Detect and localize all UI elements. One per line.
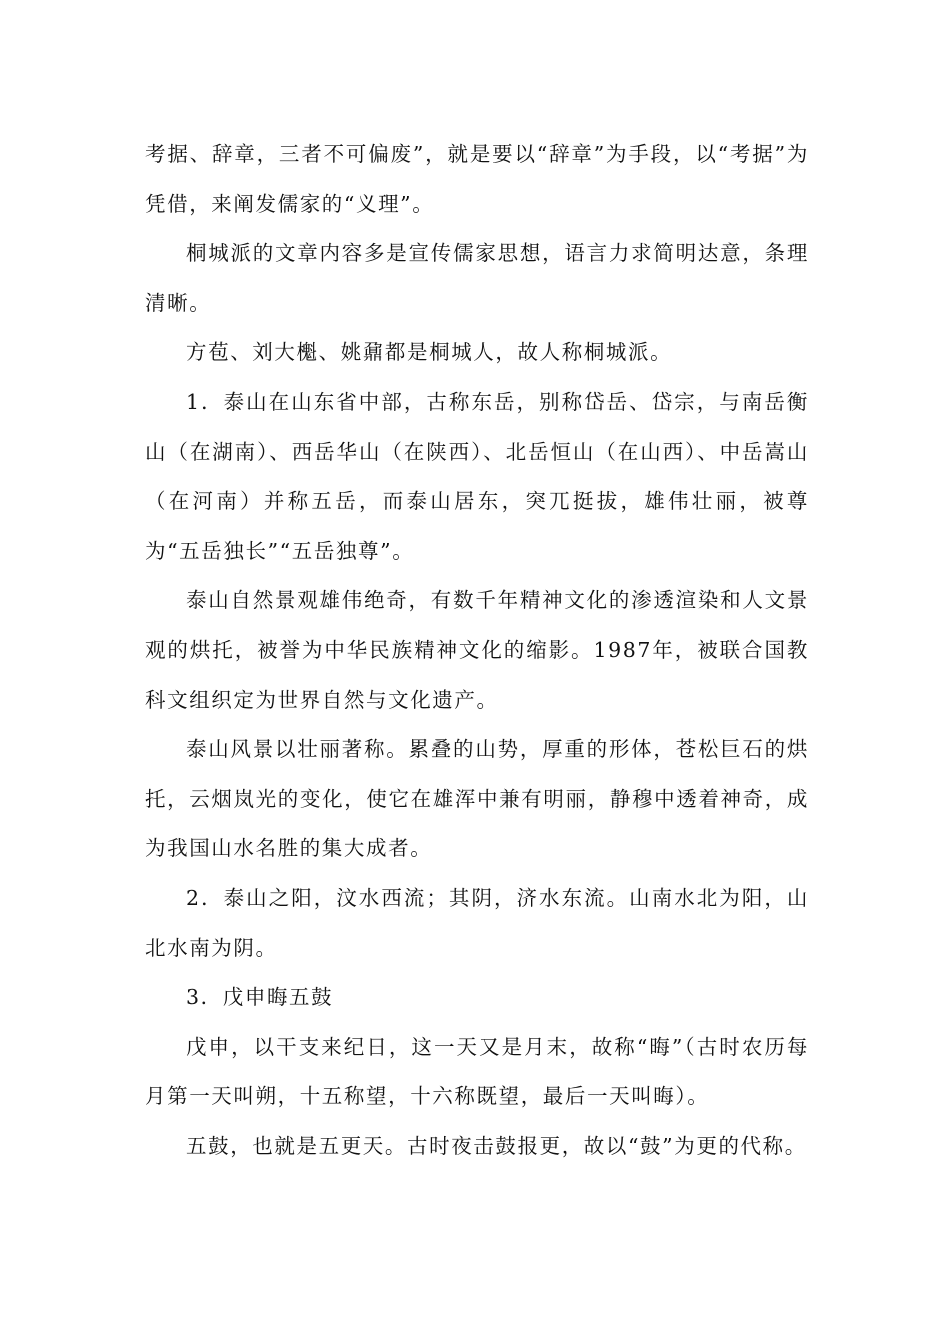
document-body	[145, 130, 809, 1171]
paragraph-continued: 考据、辞章，三者不可偏废”，就是要以“辞章”为手段，以“考据”为凭借，来阐发儒家的“义理”。	[145, 142, 809, 216]
paragraph: 泰山自然景观雄伟绝奇，有数千年精神文化的渗透渲染和人文景观的烘托，被誉为中华民族精神文化的缩影。1987年，被联合国教科文组织定为世界自然与文化遗产。	[145, 588, 809, 712]
paragraph: 泰山风景以壮丽著称。累叠的山势，厚重的形体，苍松巨石的烘托，云烟岚光的变化，使它在雄浑中兼有明丽，静穆中透着神奇，成为我国山水名胜的集大成者。	[145, 737, 809, 861]
numbered-heading: 3．戊申晦五鼓	[186, 985, 334, 1010]
paragraph: 五鼓，也就是五更天。古时夜击鼓报更，故以“鼓”为更的代称。	[186, 1133, 807, 1158]
paragraph: 戊申，以干支来纪日，这一天又是月末，故称“晦”（古时农历每月第一天叫朔，十五称望，十六称既望，最后一天叫晦）。	[145, 1034, 809, 1109]
numbered-paragraph: 2．泰山之阳，汶水西流；其阴，济水东流。山南水北为阳，山北水南为阴。	[145, 885, 809, 960]
paragraph: 桐城派的文章内容多是宣传儒家思想，语言力求简明达意，条理清晰。	[145, 241, 809, 315]
paragraph: 方苞、刘大櫆、姚鼐都是桐城人，故人称桐城派。	[186, 340, 673, 365]
numbered-paragraph: 1．泰山在山东省中部，古称东岳，别称岱岳、岱宗，与南岳衡山（在湖南）、西岳华山（在陕西）、北岳恒山（在山西）、中岳嵩山（在河南）并称五岳，而泰山居东，突兀挺拔，雄伟壮丽，被尊为“五岳独长”“五岳独尊”。	[145, 389, 809, 563]
